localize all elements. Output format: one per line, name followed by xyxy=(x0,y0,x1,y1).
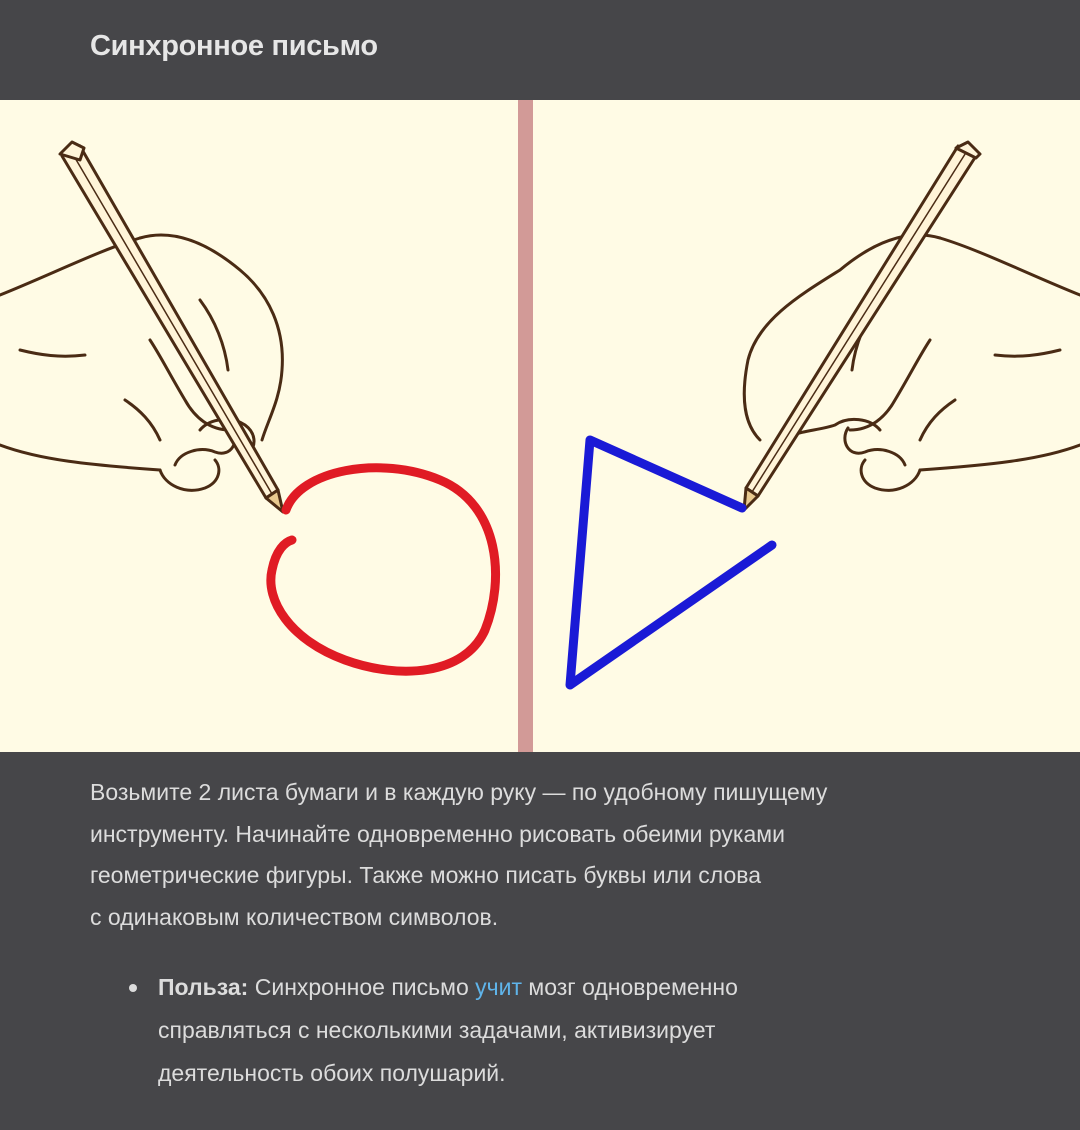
illustration xyxy=(0,100,1080,752)
body-line-2: инструменту. Начинайте одновременно рисовать обеими руками xyxy=(90,820,785,847)
teaches-link[interactable]: учит xyxy=(475,974,523,1000)
list-item xyxy=(158,966,1018,1095)
benefit-label: Польза: xyxy=(158,974,249,1000)
benefit-text-end: мозг одновременно xyxy=(522,974,738,1000)
benefit-line-3: деятельность обоих полушарий. xyxy=(158,1060,506,1086)
header xyxy=(0,0,1080,100)
body-line-1: Возьмите 2 листа бумаги и в каждую руку — по удобному пишущему xyxy=(90,779,828,805)
benefit-line-2: справляться с несколькими задачами, активизирует xyxy=(158,1017,716,1043)
body-paragraph xyxy=(90,772,990,938)
body-line-4: с одинаковым количеством символов. xyxy=(90,903,499,930)
bullet-icon xyxy=(129,984,137,992)
benefit-text-start: Синхронное письмо xyxy=(248,974,476,1000)
divider-line xyxy=(518,100,533,752)
benefit-list xyxy=(158,966,1018,1095)
illustration-background xyxy=(0,100,1080,752)
page-title: Синхронное письмо xyxy=(90,30,378,62)
illustration-svg xyxy=(0,100,1080,752)
body-line-3: геометрические фигуры. Также можно писать буквы или слова xyxy=(90,862,761,888)
